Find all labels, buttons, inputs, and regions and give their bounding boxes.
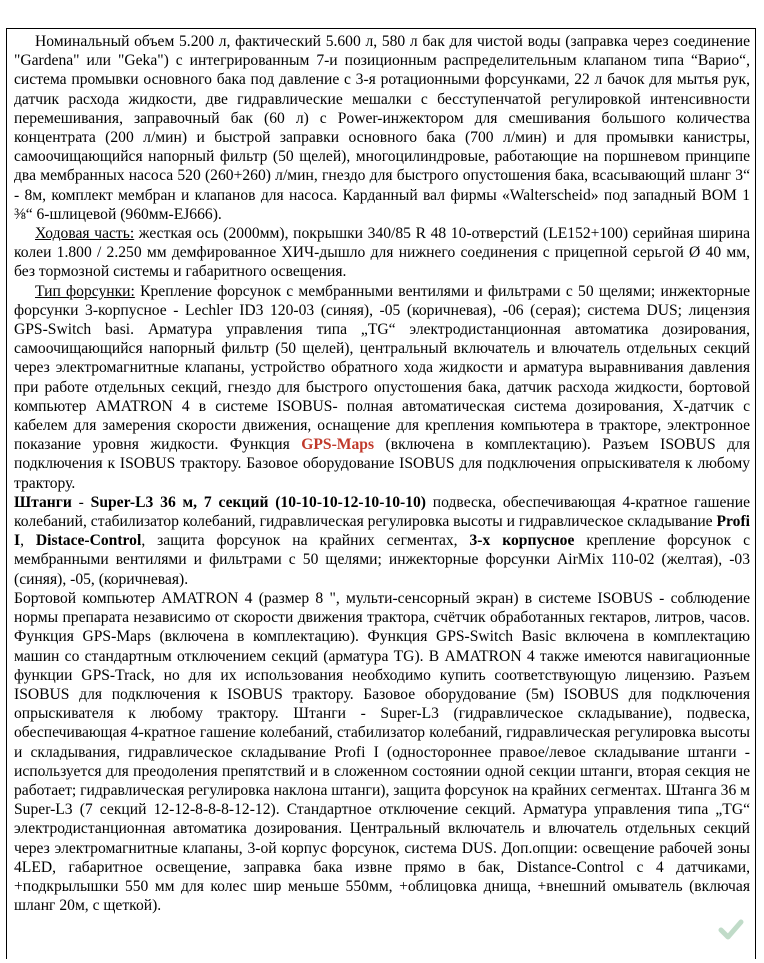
paragraph-booms — [14, 493, 750, 589]
booms-label: Штанги — [14, 493, 72, 511]
nozzles-text-2: (включена в комплектацию). Разъем ISOBUS для подключения к ISOBUS трактору. Базовое оборудование ISOBUS для подключения опрыскивателя к любому трактору. — [14, 436, 750, 492]
paragraph-nozzles — [14, 282, 750, 493]
gps-maps-highlight: GPS-Maps — [301, 436, 375, 454]
nozzles-text: Крепление форсунок с мембранными вентилями и фильтрами с 50 щелями; инжекторные форсунки 3-корпусное - Lechler ID3 120-03 (синяя), -05 (коричневая), -06 (серая); система DUS; лицензия GPS-Switch basi. Арматура управления типа „TG“ электродистанционная автоматика дозирования, самоочищающийся напорный фильтр (50 щелей), центральный включатель и влючатель отдельных секций через электромагнитные клапаны, устройство обратного хода жидкости и арматура выравнивания давления при работе отдельных секций, гнездо для быстрого опустошения бака, датчик расхода жидкости, бортовой компьютер AMATRON 4 в системе ISOBUS- полная автоматическая система дозирования, Х-датчик с кабелем для замерения скорости движения, оснащение для крепления компьютера в тракторе, электронное показание уровня жидкости. Функция — [14, 282, 750, 454]
watermark-check-icon — [718, 917, 744, 943]
booms-text-1: подвеска, обеспечивающая 4-кратное гашение колебаний, стабилизатор колебаний, гидравлическая регулировка высоты и гидравлическое складывание — [14, 493, 750, 531]
paragraph-tank: Номинальный объем 5.200 л, фактический 5.600 л, 580 л бак для чистой воды (заправка через соединение "Gardena" или "Geka") с интегрированным 7-и позиционным распределительным клапаном типа “Варио“, система промывки основного бака под давление с 3-я ротационными форсунками, 22 л бачок для мытья рук, датчик расхода жидкости, две гидравлические мешалки с бесступенчатой регулировкой интенсивности перемешивания, заправочный бак (60 л) с Power-инжектором для смешивания большого количества концентрата (200 л/мин) и быстрой заправки основного бака (700 л/мин) и для промывки канистры, самоочищающийся напорный фильтр (50 щелей), многоцилиндровые, работающие на поршневом принципе два мембранных насоса 520 (260+260) л/мин, гнездо для быстрого опустошения бака, всасывающий шланг 3“ - 8м, комплект мембран и клапанов для насоса. Карданный вал фирмы «Walterscheid» под западный ВОМ 1 ⅜“ 6-шлицевой (960мм-EJ666). — [14, 33, 750, 223]
chassis-label: Ходовая часть: — [35, 225, 135, 243]
paragraph-chassis — [14, 224, 750, 282]
booms-comma: , — [20, 532, 36, 550]
watermark — [718, 917, 750, 943]
nozzles-label: Тип форсунки: — [35, 282, 135, 300]
booms-model: Super-L3 36 м, 7 секций (10-10-10-12-10-10-10) — [90, 493, 426, 511]
booms-profi: Profi I — [14, 513, 750, 550]
booms-text-2: , защита форсунок на крайних сегментах, — [141, 532, 470, 550]
chassis-text: жесткая ось (2000мм), покрышки 340/85 R 48 10-отверстий (LE152+100) серийная ширина колеи 1.800 / 2.250 мм демфированное ХИЧ-дышло для нижнего соединения с прицепной серьгой Ø 40 мм, без тормозной системы и габаритного освещения. — [14, 225, 750, 281]
document-body — [14, 32, 750, 915]
booms-distance-control: Distace-Control — [35, 532, 142, 550]
booms-text-3: крепление форсунок с мембранными вентилями и фильтрами с 50 щелями; инжекторные форсунки AirMix 110-02 (желтая), -03 (синяя), -05, (коричневая). — [14, 532, 751, 588]
paragraph-computer: Бортовой компьютер AMATRON 4 (размер 8 ", мульти-сенсорный экран) в системе ISOBUS - соблюдение нормы препарата независимо от скорости движения трактора, счётчик обработанных гектаров, литров, часов. Функция GPS-Maps (включена в комплектацию). Функция GPS-Switch Basic включена в комплектацию машин со стандартным отключением секций (арматура TG). В AMATRON 4 также имеются навигационные функции GPS-Track, но для их использования необходимо купить соответствующую лицензию. Разъем ISOBUS для подключения к ISOBUS трактору. Базовое оборудование (5м) ISOBUS для подключения опрыскивателя к любому трактору. Штанги - Super-L3 (гидравлическое складывание), подвеска, обеспечивающая 4-кратное гашение колебаний, стабилизатор колебаний, гидравлическая регулировка высоты и складывания, гидравлическое складывание Profi I (одностороннее правое/левое складывание штанги - используется для преодоления препятствий и в сложенном состоянии одной секции штанги, вторая секция не работает; гидравлическая регулировка наклона штанги), защита форсунок на крайних сегментах. Штанга 36 м Super-L3 (7 секций 12-12-8-8-8-12-12). Стандартное отключение секций. Арматура управления типа „TG“ электродистанционная автоматика дозирования. Центральный включатель и влючатель отдельных секций через электромагнитные клапаны, 3-ой корпус форсунок, система DUS. Доп.опции: освещение рабочей зоны 4LED, габаритное освещение, заправка бака извне прямо в бак, Distance-Control с 4 датчиками, +подкрылышки 550 мм для колес шир меньше 550мм, +облицовка днища, +внешний омыватель (включая шланг 20м, с щеткой). — [14, 589, 751, 915]
booms-sep: - — [71, 493, 91, 511]
booms-3-body: 3-х корпусное — [469, 532, 575, 550]
